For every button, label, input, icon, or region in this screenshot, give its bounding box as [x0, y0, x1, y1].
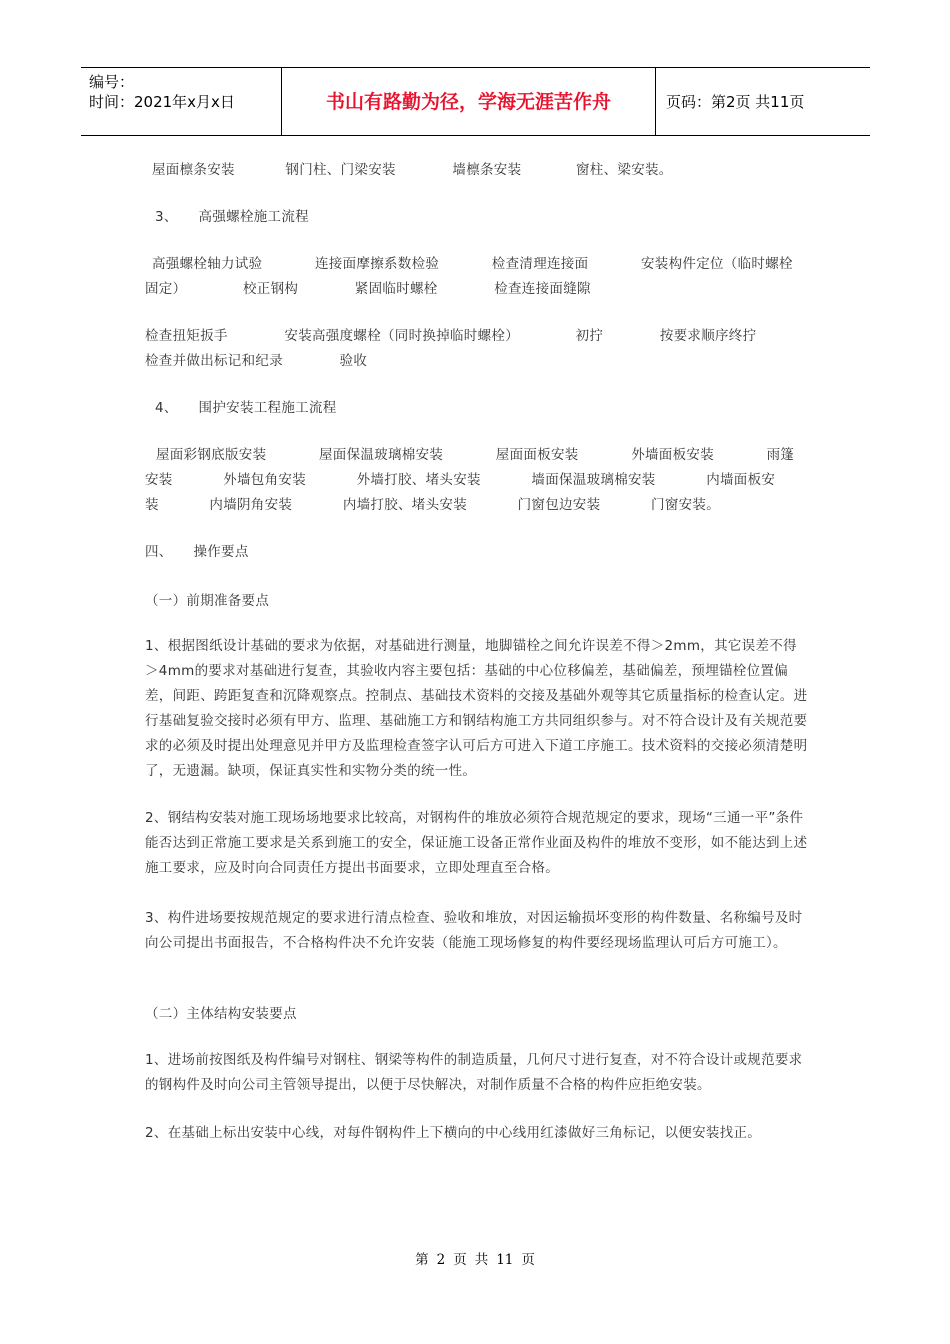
main-structure-heading: （二）主体结构安装要点	[145, 1006, 297, 1022]
footer-word: 共	[474, 1252, 489, 1268]
flow-step: 屋面檩条安装	[152, 162, 235, 178]
flow-step: 外墙面板安装	[631, 447, 715, 463]
preparation-paragraph-1: 1、根据图纸设计基础的要求为依据，对基础进行测量，地脚锚栓之间允许误差不得＞2mm，其它误差不得＞4mm的要求对基础进行复查，其验收内容主要包括：基础的中心位移偏差，基础偏差，预埋锚栓位置偏差，间距、跨距复查和沉降观察点。控制点、基础技术资料的交接及基础外观等其它质量指标的检查认定。进行基础复验交接时必须有甲方、监理、基础施工方和钢结构施工方共同组织参与。对不符合设计及有关规范要求的必须及时提出处理意见并甲方及监理检查签字认可后方可进入下道工序施工。技术资料的交接必须清楚明了，无遗漏。缺项，保证真实性和实物分类的统一性。	[145, 638, 808, 779]
flow-step: 检查扭矩扳手	[145, 328, 228, 344]
footer-page-number: 2	[436, 1252, 446, 1268]
page-footer	[0, 1248, 950, 1268]
flow-step: 按要求顺序终拧	[659, 328, 757, 344]
flow-step: 内墙面板安	[706, 472, 776, 488]
footer-word: 第	[415, 1252, 429, 1268]
page-header	[81, 67, 870, 136]
preparation-paragraph-2: 2、钢结构安装对施工现场场地要求比较高，对钢构件的堆放必须符合规范规定的要求，现场“三通一平”条件能否达到正常施工要求是关系到施工的安全，保证施工设备正常作业面及构件的堆放不变形，如不能达到上述施工要求，应及时向合同责任方提出书面要求，立即处理直至合格。	[145, 810, 808, 876]
section-4-heading: 4、 围护安装工程施工流程	[155, 400, 337, 416]
header-motto: 书山有路勤为径，学海无涯苦作舟	[282, 68, 656, 135]
enclosure-flow-line-3	[145, 493, 810, 518]
document-number-label: 编号：	[89, 73, 135, 91]
flow-step: 窗柱、梁安装。	[576, 162, 673, 178]
flow-step: 安装	[145, 472, 173, 488]
flow-step: 安装高强度螺栓（同时换掉临时螺栓）	[284, 328, 520, 344]
flow-step: 外墙包角安装	[223, 472, 307, 488]
preparation-paragraph-3: 3、构件进场要按规范规定的要求进行清点检查、验收和堆放，对因运输损坏变形的构件数量、名称编号及时向公司提出书面报告，不合格构件决不允许安装（能施工现场修复的构件要经现场监理认可后方可施工）。	[145, 910, 803, 951]
main-structure-paragraph-1: 1、进场前按图纸及构件编号对钢柱、钢梁等构件的制造质量，几何尺寸进行复查，对不符合设计或规范要求的钢构件及时向公司主管领导提出，以便于尽快解决，对制作质量不合格的构件应拒绝安装。	[145, 1052, 803, 1093]
flow-step: 屋面彩钢底版安装	[156, 447, 267, 463]
bolt-flow-line-4	[145, 349, 810, 374]
flow-step: 外墙打胶、堵头安装	[356, 472, 481, 488]
flow-step: 连接面摩擦系数检验	[315, 256, 440, 272]
enclosure-flow-line-2	[145, 468, 810, 493]
flow-step: 安装构件定位（临时螺栓	[641, 256, 793, 272]
flow-step: 装	[145, 497, 159, 513]
flow-step: 初拧	[575, 328, 604, 344]
enclosure-flow-line-1	[156, 443, 821, 468]
preparation-heading: （一）前期准备要点	[145, 593, 270, 609]
flow-step: 紧固临时螺栓	[354, 281, 438, 297]
flow-step: 墙檩条安装	[452, 162, 522, 178]
footer-word: 页	[453, 1252, 467, 1268]
flow-step: 内墙阴角安装	[209, 497, 293, 513]
flow-step: 屋面保温玻璃棉安装	[319, 447, 444, 463]
flow-step: 内墙打胶、堵头安装	[342, 497, 468, 513]
flow-step: 固定）	[145, 281, 187, 297]
flow-step: 墙面保温玻璃棉安装	[531, 472, 656, 488]
flow-step: 钢门柱、门梁安装	[285, 162, 396, 178]
footer-total-pages: 11	[496, 1252, 514, 1268]
flow-step: 检查连接面缝隙	[494, 281, 591, 297]
flow-step: 屋面面板安装	[495, 447, 579, 463]
flow-step: 检查并做出标记和纪录	[145, 353, 283, 369]
flow-step: 门窗安装。	[651, 497, 721, 513]
flow-step: 检查清理连接面	[491, 256, 589, 272]
flow-step: 验收	[339, 353, 368, 369]
flow-step: 校正钢构	[243, 281, 299, 297]
main-structure-paragraph-2: 2、在基础上标出安装中心线，对每件钢构件上下横向的中心线用红漆做好三角标记，以便安装找正。	[145, 1125, 762, 1141]
header-page-label: 页码：第2页 共11页	[666, 93, 805, 111]
bolt-flow-line-2	[145, 277, 810, 302]
flow-step: 高强螺栓轴力试验	[152, 256, 263, 272]
header-meta-cell	[81, 68, 282, 135]
bolt-flow-line-1	[152, 252, 817, 277]
document-time-label: 时间：2021年x月x日	[89, 93, 235, 111]
flow-step: 雨篷	[766, 447, 795, 463]
bolt-flow-line-3	[145, 324, 810, 349]
steel-flow-line	[152, 158, 817, 183]
section-3-heading: 3、 高强螺栓施工流程	[155, 209, 309, 225]
footer-word: 页	[521, 1252, 535, 1268]
operation-points-heading: 四、 操作要点	[145, 544, 249, 560]
flow-step: 门窗包边安装	[517, 497, 601, 513]
